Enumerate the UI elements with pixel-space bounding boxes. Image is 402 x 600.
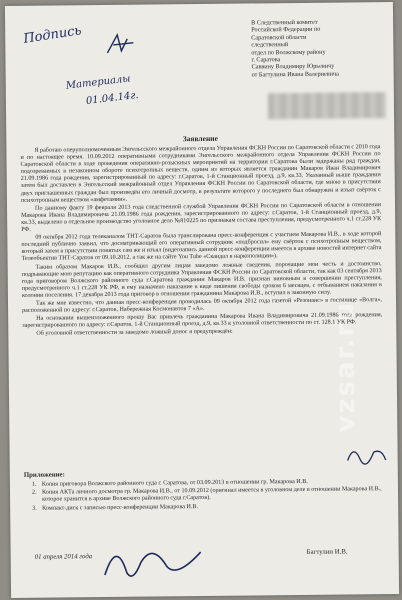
attachment-text: Компакт-диск с записью пресс-конференции Макарова И.В. (42, 503, 199, 512)
handwritten-note-mid: Материалы (65, 73, 132, 92)
addressee-line: Саввину Владимиру Юрьевичу (251, 63, 335, 71)
attachment-text: Копия приговора Волжского районного суда г. Саратова, от 03.09.2013 в отношении гр. Макарова И.В. (41, 478, 308, 488)
attachment-text: Копия АКТа личного досмотра гр. Макарова И.В., от 10.09.2012 (оригинал имеется в уголовном деле в отношении Макарова И.В., которое хранится в архиве Волжского районного суда г.Саратов). (41, 486, 382, 504)
handwritten-note-top: Подпись (22, 23, 83, 47)
addressee-line: В Следственный комитет (251, 18, 318, 27)
paragraph: По данному факту 19 февраля 2013 года следственной службой Управления ФСКН России по Саратовской области в отношении Макарова Ивана Владимировича 21.09.1986 года рождения, зарегистрированного по адресу: г.Саратов, 1-й Станционный проезд, д.9, кв.33, выделено в отдельное производство уголовное дело №810225 по признакам состава преступления, предусмотренного ч.1 ст.228 УК РФ. (21, 201, 382, 233)
addressee-line: от Багтулина Ивана Валериевича (251, 70, 339, 79)
addressee-line: г. Саратова (251, 56, 281, 64)
paragraph: Об уголовной ответственности за заведомо ложный донос я предупреждён: (36, 329, 233, 338)
signer-name: Багтулин И.В. (306, 548, 348, 556)
paragraph: Таким образом Макаров И.В., сообщил другим лицам заведомо ложные сведения, порочащие мои честь и достоинство, подрывающие мою репутацию как оперативного сотрудника Управления ФСКН России по Саратовской области, так как 03 сентября 2013 года приговором Волжского районного суда г.Саратова гражданин Макаров И.В. признан виновным в совершении преступления, предусмотренного ч.1 ст.228 УК РФ, и ему назначено наказание в виде лишения свободы сроком 6 месяцев, с отбыванием наказания в колонии поселения. 17 декабря 2013 года приговор в отношении гражданина Макарова И.В., вступил в законную силу. (21, 260, 382, 299)
redacted-address (268, 92, 386, 119)
document-sheet (5, 2, 399, 598)
handwritten-note-date: 01.04.14г. (85, 89, 140, 107)
signature-bottom (96, 532, 207, 585)
document-title: Заявление (182, 133, 218, 144)
addressee-line: следственный (251, 41, 289, 49)
paragraph: 09 октября 2012 года телеканалом ТНТ-Саратов была транслирована пресс-конференция с участием Макарова И.В., в ходе которой последний публично заявил, что досматривающий его оперативный сотрудник «подбросил» ему свёрток с психотропным веществом, который затем в присутствии понятых сам же и изъял (видеозапись данной пресс-конференции имеется в архиве новостей интернет сайта Телеобъектив ТНТ-Саратов от 09.10.2012, а так же на сайте You Tube «Скандал в наркополиции»). (21, 231, 382, 263)
statement-body (20, 144, 382, 339)
signature-warning (344, 442, 390, 466)
addressee-block (251, 18, 388, 79)
paragraph: Так же мне известно, что данная пресс-конференция проводилась 09 октября 2012 года газетой «Резонанс» в гостинице «Волга», расположенной по адресу: г.Саратов, Набережная Космонавтов 7 «А». (22, 297, 383, 314)
addressee-line: отдел по Волжскому району (251, 48, 326, 57)
attachment-number: 2. (31, 489, 37, 496)
attachments-heading: Приложение: (23, 471, 65, 479)
paragraph: Я работаю оперуполномоченным Энгельсского межрайонного отдела Управления ФСКН России по Саратовской области с 2010 года и по настоящее время. 10.09.2012 оперативными сотрудниками Энгельсского межрайонного отдела Управления ФСКН России по Саратовской области в ходе проведения оперативно-розыскных мероприятий на территории г.Саратова были задержаны ряд граждан, подозреваемых в незаконном обороте психотропных веществ, одним из которых является гражданин Макаров Иван Владимирович 21.09.1986 года рождения, зарегистрированный по адресу: г.Саратов, 1-й Станционный проезд, д.9, кв.33. Указанный выше гражданин затем был доставлен в Энгельсский межрайонный отдел Управления ФСКН России по Саратовской области, где мною в присутствии двух приглашенных граждан был произведён его личный досмотр, в результате которого у последнего был обнаружен и изъят свёрток с психотропным веществом «амфетамин». (20, 144, 381, 204)
attachment-number: 3. (32, 505, 37, 512)
addressee-line: Российской Федерации по (251, 26, 321, 34)
paragraph: На основании вышеизложенного прошу Вас привлечь гражданина Макарова Ивана Владимировича 21.09.1986 года рождения, зарегистрированного по адресу: г.Саратов, 1-й Станционный проезд, д.9, кв.33 к уголовной ответственности по ст. 128.1 УК РФ. (22, 312, 383, 330)
watermark: vzsar.ru (330, 300, 362, 433)
handwritten-signature-top (103, 31, 143, 59)
document-date: 01 апреля 2014 года (34, 553, 93, 561)
addressee-line: Саратовской области (251, 33, 307, 42)
attachment-number: 1. (31, 481, 37, 488)
attachments-list (32, 478, 382, 513)
